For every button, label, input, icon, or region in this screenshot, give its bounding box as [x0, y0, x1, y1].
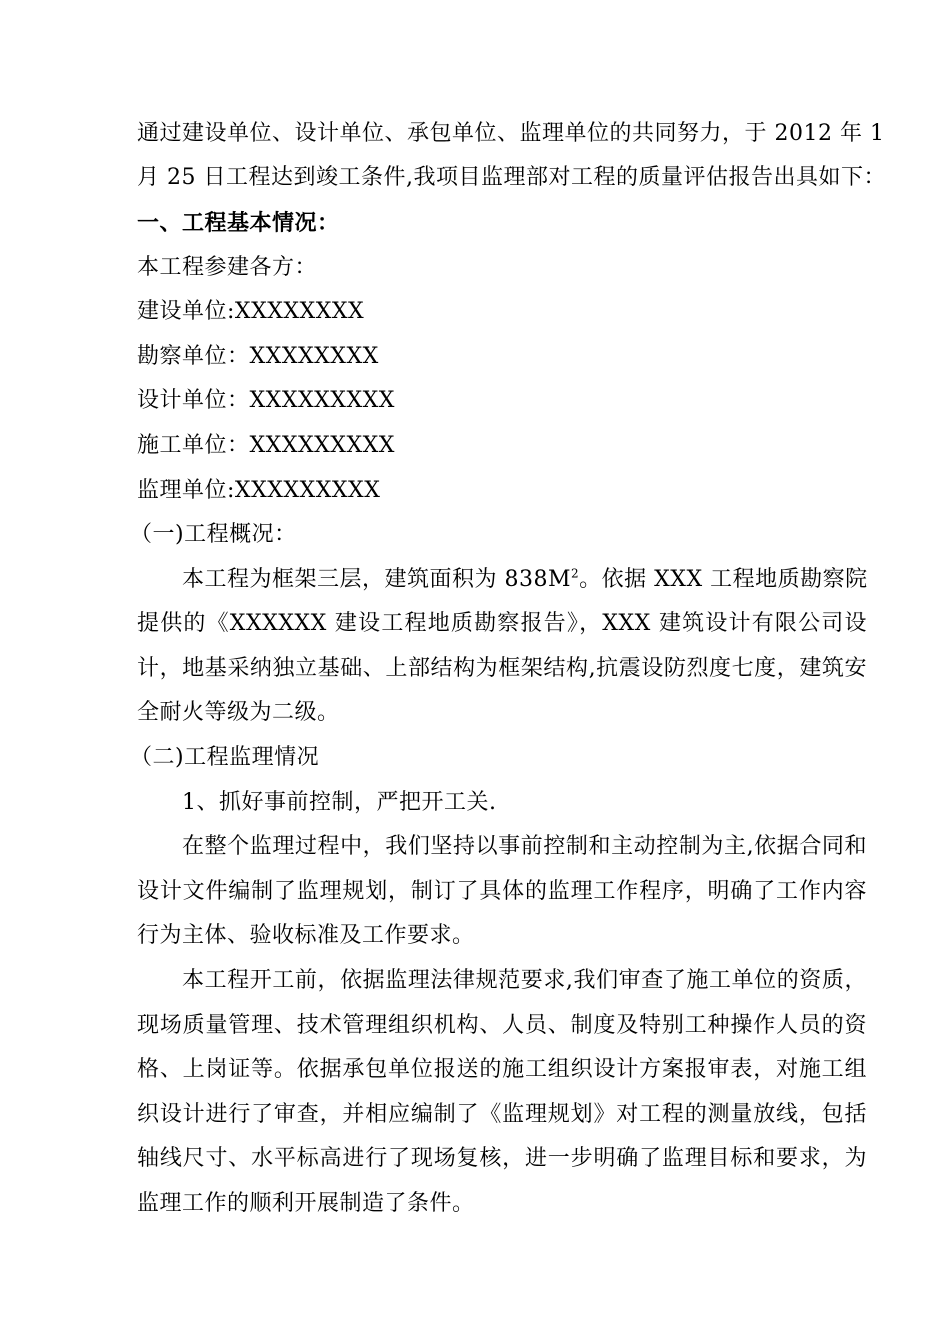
party-contractor-unit: 施工单位：XXXXXXXXX — [137, 433, 395, 458]
para2-line-6: 监理工作的顺利开展制造了条件。 — [137, 1191, 475, 1216]
subsection-heading-overview: （一)工程概况： — [130, 522, 297, 547]
intro-line-2: 月 25 日工程达到竣工条件,我项目监理部对工程的质量评估报告出具如下： — [137, 165, 886, 190]
para1-line-2: 设计文件编制了监理规划，制订了具体的监理工作程序，明确了工作内容 — [137, 879, 867, 904]
party-survey-unit: 勘察单位：XXXXXXXX — [137, 344, 379, 369]
para2-line-2: 现场质量管理、技术管理组织机构、人员、制度及特别工种操作人员的资 — [137, 1013, 867, 1038]
overview-line-4: 全耐火等级为二级。 — [137, 700, 340, 725]
party-construction-unit: 建设单位:XXXXXXXX — [137, 299, 365, 324]
overview-line-1-tail: 。依据 XXX 工程地质勘察院 — [579, 567, 868, 592]
para2-line-4: 织设计进行了审查，并相应编制了《监理规划》对工程的测量放线，包括 — [137, 1102, 867, 1127]
overview-line-1 — [182, 565, 867, 595]
para2-line-5: 轴线尺寸、水平标高进行了现场复核，进一步明确了监理目标和要求，为 — [137, 1146, 867, 1171]
section-heading-basic-info: 一、工程基本情况： — [137, 210, 340, 236]
overview-line-3: 计，地基采纳独立基础、上部结构为框架结构,抗震设防烈度七度，建筑安 — [137, 656, 867, 681]
supervision-item-1-title: 1、抓好事前控制，严把开工关. — [182, 790, 497, 815]
para2-line-3: 格、上岗证等。依据承包单位报送的施工组织设计方案报审表，对施工组 — [137, 1057, 867, 1082]
parties-intro: 本工程参建各方： — [137, 255, 318, 280]
para1-line-3: 行为主体、验收标准及工作要求。 — [137, 923, 475, 948]
para2-line-1: 本工程开工前，依据监理法律规范要求,我们审查了施工单位的资质， — [182, 968, 867, 993]
overview-line-1-text: 本工程为框架三层，建筑面积为 838M — [182, 567, 572, 592]
intro-line-1: 通过建设单位、设计单位、承包单位、监理单位的共同努力，于 2012 年 1 — [137, 121, 885, 146]
area-superscript: 2 — [571, 566, 580, 581]
overview-line-2: 提供的《XXXXXX 建设工程地质勘察报告》，XXX 建筑设计有限公司设 — [137, 611, 867, 636]
para1-line-1: 在整个监理过程中，我们坚持以事前控制和主动控制为主,依据合同和 — [182, 834, 867, 859]
subsection-heading-supervision: （二)工程监理情况 — [130, 745, 320, 770]
party-design-unit: 设计单位：XXXXXXXXX — [137, 388, 395, 413]
party-supervision-unit: 监理单位:XXXXXXXXX — [137, 478, 381, 503]
